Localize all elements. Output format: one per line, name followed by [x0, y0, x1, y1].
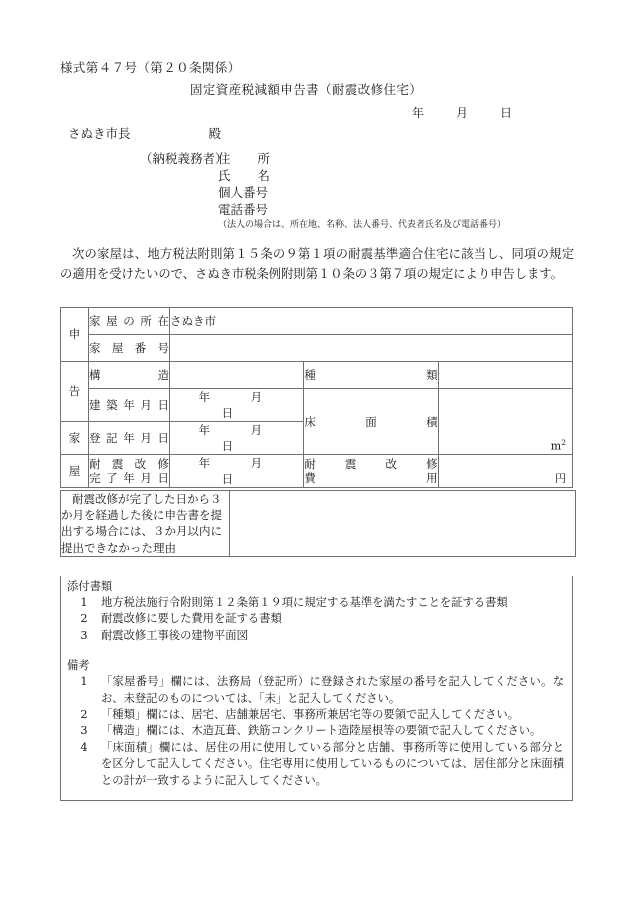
- label-floor-area: 床面積: [304, 389, 438, 455]
- value-structure[interactable]: [170, 362, 304, 389]
- build-date-year: 年: [198, 390, 211, 404]
- label-house-location: 家屋の所在: [89, 308, 170, 335]
- label-kind: 種類: [304, 362, 438, 389]
- table-row-location: [61, 308, 573, 335]
- document-title: 固定資産税減額申告書（耐震改修住宅）: [190, 82, 423, 97]
- list-item: [67, 723, 572, 739]
- remark-number: 4: [80, 740, 88, 754]
- notes-box: [60, 576, 573, 801]
- retrofit-date-year: 年: [198, 456, 211, 470]
- label-late-filing-reason: 耐震改修が完了した日から３か月を経過した後に申告書を提出する場合には、３か月以内に提出できなかった理由: [61, 491, 230, 557]
- label-structure: 構造: [89, 362, 170, 389]
- taxpayer-phone-label: 電話番号: [218, 202, 269, 217]
- list-item: [67, 611, 572, 627]
- header-date-year: 年: [412, 106, 425, 120]
- label-retrofit-completion-line2: 完了年月日: [89, 471, 169, 485]
- label-retrofit-cost: [304, 455, 438, 488]
- table-row-house-number: [61, 335, 573, 362]
- addressee-name: さぬき市長: [68, 126, 131, 141]
- taxpayer-individual-number-label: 個人番号: [218, 185, 269, 200]
- vertical-header-cell-2: 告: [61, 362, 89, 422]
- list-item: [67, 674, 572, 707]
- header-date-line: [412, 104, 512, 121]
- declared-building-table: [60, 307, 573, 488]
- addressee-honorific: 殿: [208, 126, 222, 141]
- value-retrofit-cost[interactable]: [438, 455, 572, 488]
- value-registration-date[interactable]: [170, 422, 304, 455]
- value-house-number[interactable]: [170, 335, 573, 362]
- table-row-structure-kind: [61, 362, 573, 389]
- registration-date-month: 月: [250, 423, 263, 437]
- taxpayer-block: [140, 150, 506, 232]
- remark-number: 1: [80, 675, 88, 689]
- taxpayer-corporate-note: （法人の場合は、所在地、名称、法人番号、代表者氏名及び電話番号）: [218, 220, 507, 230]
- build-date-month: 月: [250, 390, 263, 404]
- remark-text: 「家屋番号」欄には、法務局（登記所）に登録された家屋の番号を記入してください。なお、未登記のものについては、「未」と記入してください。: [101, 675, 564, 705]
- attachment-text: 耐震改修工事後の建物平面図: [101, 628, 248, 642]
- intro-paragraph: 次の家屋は、地方税法附則第１５条の９第１項の耐震基準適合住宅に該当し、同項の規定の適用を受けたいので、さぬき市税条例附則第１０条の３第７項の規定により申告します。: [60, 247, 574, 281]
- attachment-number: 3: [80, 628, 88, 642]
- form-number: 様式第４７号（第２０条関係）: [60, 60, 241, 75]
- label-retrofit-completion-line1: 耐震改修: [89, 457, 169, 471]
- remark-number: 3: [80, 724, 88, 738]
- label-build-date: 建築年月日: [89, 389, 170, 422]
- table-row-build-date: [61, 389, 573, 422]
- vertical-header-cell-3: 家: [61, 422, 89, 455]
- header-date-month: 月: [456, 106, 469, 120]
- list-item: [67, 740, 572, 789]
- vertical-header-cell-4: 屋: [61, 455, 89, 488]
- taxpayer-prefix: （納税義務者）: [140, 151, 228, 166]
- attachment-text: 地方税法施行令附則第１２条第１９項に規定する基準を満たすことを証する書類: [101, 596, 508, 609]
- retrofit-date-month: 月: [250, 456, 263, 470]
- remark-text: 「構造」欄には、木造瓦葺、鉄筋コンクリート造陸屋根等の要領で記入してください。: [101, 724, 542, 738]
- taxpayer-address-row: [140, 150, 506, 167]
- label-registration-date: 登記年月日: [89, 422, 170, 455]
- attachment-number: 1: [80, 596, 88, 609]
- attachments-title: 添付書類: [67, 580, 113, 593]
- label-retrofit-cost-line2: 費用: [304, 471, 438, 485]
- value-build-date[interactable]: [170, 389, 304, 422]
- value-floor-area[interactable]: [438, 389, 572, 455]
- registration-date-year: 年: [198, 423, 211, 437]
- unit-yen: 円: [555, 472, 566, 485]
- label-retrofit-cost-line1: 耐震改修: [304, 457, 438, 471]
- taxpayer-name-label: 氏 名: [218, 168, 270, 183]
- value-house-location[interactable]: さぬき市: [170, 308, 573, 335]
- value-retrofit-completion-date[interactable]: [170, 455, 304, 488]
- value-kind[interactable]: [438, 362, 572, 389]
- taxpayer-address-label: 住 所: [218, 151, 270, 166]
- taxpayer-name-row: [140, 167, 506, 184]
- remark-text: 「床面積」欄には、居住の用に使用している部分と店舗、事務所等に使用している部分とを区分して記入してください。住宅専用に使用しているものについては、居住部分と床面積との計が一致するように記入してください。: [101, 740, 564, 787]
- list-item: [67, 707, 572, 723]
- list-item: [67, 595, 572, 611]
- attachments-list: [61, 595, 572, 644]
- label-retrofit-completion-date: [89, 455, 170, 488]
- taxpayer-phone-row: [140, 201, 506, 218]
- label-house-number: 家屋番号: [89, 335, 170, 362]
- remark-text: 「種類」欄には、居宅、店舗兼居宅、事務所兼居宅等の要領で記入してください。: [101, 708, 519, 722]
- addressee-line: [68, 124, 221, 142]
- remarks-title: 備考: [67, 659, 90, 673]
- remarks-list: [61, 674, 572, 789]
- value-late-filing-reason[interactable]: [230, 491, 576, 557]
- taxpayer-individual-number-row: [140, 184, 506, 201]
- reason-row: [61, 491, 576, 557]
- unit-square-meter: $m^2$: [550, 438, 566, 453]
- header-date-day: 日: [500, 106, 513, 120]
- vertical-header-cell-1: 申: [61, 308, 89, 362]
- remark-number: 2: [80, 708, 88, 722]
- retrofit-date-day: 日: [221, 472, 234, 486]
- late-filing-reason-table: [60, 490, 576, 557]
- attachment-text: 耐震改修に要した費用を証する書類: [101, 612, 282, 626]
- list-item: [67, 628, 572, 644]
- attachment-number: 2: [80, 612, 88, 626]
- registration-date-day: 日: [221, 439, 234, 453]
- build-date-day: 日: [221, 406, 234, 420]
